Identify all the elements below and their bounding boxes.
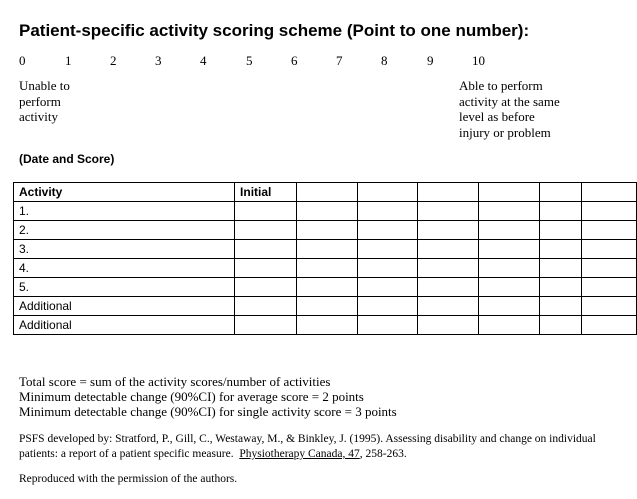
score-cell[interactable]	[296, 278, 357, 297]
score-cell[interactable]	[357, 297, 418, 316]
table-row	[14, 316, 637, 335]
score-cell[interactable]	[539, 259, 581, 278]
score-cell[interactable]	[418, 316, 479, 335]
score-cell[interactable]	[418, 297, 479, 316]
date-score-header-cell[interactable]	[357, 183, 418, 202]
score-cell[interactable]	[582, 278, 637, 297]
score-cell[interactable]	[582, 202, 637, 221]
permission-note: Reproduced with the permission of the authors.	[19, 473, 238, 485]
score-cell[interactable]	[418, 259, 479, 278]
score-cell[interactable]	[235, 278, 297, 297]
initial-header: Initial	[235, 183, 297, 202]
score-cell[interactable]	[582, 240, 637, 259]
date-score-label: (Date and Score)	[19, 152, 115, 166]
score-cell[interactable]	[357, 202, 418, 221]
score-cell[interactable]	[582, 221, 637, 240]
table-row	[14, 240, 637, 259]
score-cell[interactable]	[418, 221, 479, 240]
citation-line: PSFS developed by: Stratford, P., Gill, C., Westaway, M., & Binkley, J. (1995). Assessing disability and change on individual	[19, 433, 596, 445]
activity-cell[interactable]: Additional	[14, 297, 235, 316]
scale-number-4[interactable]: 4	[200, 53, 207, 68]
score-cell[interactable]	[478, 240, 539, 259]
scale-right-anchor	[459, 78, 589, 140]
anchor-line: activity at the same	[459, 93, 560, 109]
activity-header: Activity	[14, 183, 235, 202]
date-score-header-cell[interactable]	[539, 183, 581, 202]
anchor-line: Unable to	[19, 78, 70, 93]
activity-score-table	[13, 182, 637, 335]
score-cell[interactable]	[357, 278, 418, 297]
score-cell[interactable]	[478, 278, 539, 297]
score-cell[interactable]	[235, 202, 297, 221]
activity-cell[interactable]: 3.	[14, 240, 235, 259]
scale-number-2[interactable]: 2	[110, 53, 117, 68]
scale-number-0[interactable]: 0	[19, 53, 26, 68]
scale-number-3[interactable]: 3	[155, 53, 162, 68]
activity-cell[interactable]: 5.	[14, 278, 235, 297]
score-cell[interactable]	[235, 221, 297, 240]
score-cell[interactable]	[418, 240, 479, 259]
anchor-line: Able to perform	[459, 78, 543, 93]
date-score-header-cell[interactable]	[418, 183, 479, 202]
score-cell[interactable]	[296, 259, 357, 278]
page-title: Patient-specific activity scoring scheme (Point to one number):	[19, 21, 530, 40]
score-cell[interactable]	[296, 297, 357, 316]
table-row	[14, 278, 637, 297]
date-score-header-cell[interactable]	[296, 183, 357, 202]
citation-pages: , 258-263.	[359, 448, 407, 460]
score-cell[interactable]	[296, 240, 357, 259]
activity-cell[interactable]: 4.	[14, 259, 235, 278]
score-cell[interactable]	[357, 240, 418, 259]
citation	[19, 432, 631, 462]
score-cell[interactable]	[539, 297, 581, 316]
scale-number-8[interactable]: 8	[381, 53, 388, 68]
scale-number-1[interactable]: 1	[65, 53, 72, 68]
score-cell[interactable]	[357, 259, 418, 278]
score-cell[interactable]	[296, 316, 357, 335]
summary-line: Total score = sum of the activity scores/number of activities	[19, 374, 331, 389]
table-header-row	[14, 183, 637, 202]
table-row	[14, 297, 637, 316]
score-cell[interactable]	[478, 316, 539, 335]
score-cell[interactable]	[235, 259, 297, 278]
scale-number-10[interactable]: 10	[472, 53, 485, 68]
score-cell[interactable]	[235, 240, 297, 259]
activity-cell[interactable]: 1.	[14, 202, 235, 221]
table-row	[14, 259, 637, 278]
scoring-summary	[19, 374, 397, 419]
scale-number-6[interactable]: 6	[291, 53, 298, 68]
anchor-line: injury or problem	[459, 124, 551, 140]
score-cell[interactable]	[418, 202, 479, 221]
table-row	[14, 221, 637, 240]
date-score-header-cell[interactable]	[582, 183, 637, 202]
score-cell[interactable]	[539, 278, 581, 297]
score-cell[interactable]	[478, 221, 539, 240]
score-cell[interactable]	[357, 316, 418, 335]
score-cell[interactable]	[235, 316, 297, 335]
scale-number-7[interactable]: 7	[336, 53, 343, 68]
citation-line	[19, 447, 631, 462]
score-cell[interactable]	[357, 221, 418, 240]
score-cell[interactable]	[296, 221, 357, 240]
activity-cell[interactable]: Additional	[14, 316, 235, 335]
score-cell[interactable]	[478, 297, 539, 316]
scale-left-anchor	[19, 78, 109, 125]
scale-number-5[interactable]: 5	[246, 53, 253, 68]
date-score-header-cell[interactable]	[478, 183, 539, 202]
anchor-line: activity	[19, 109, 58, 124]
anchor-line: level as before	[459, 109, 535, 124]
score-cell[interactable]	[539, 316, 581, 335]
score-cell[interactable]	[478, 259, 539, 278]
citation-text: patients: a report of a patient specific measure.	[19, 448, 240, 460]
score-cell[interactable]	[296, 202, 357, 221]
journal-name: Physiotherapy Canada, 47	[239, 448, 360, 460]
activity-cell[interactable]: 2.	[14, 221, 235, 240]
score-cell[interactable]	[582, 259, 637, 278]
score-cell[interactable]	[582, 297, 637, 316]
anchor-line: perform	[19, 93, 61, 109]
table-row	[14, 202, 637, 221]
score-cell[interactable]	[582, 316, 637, 335]
score-cell[interactable]	[539, 240, 581, 259]
score-cell[interactable]	[418, 278, 479, 297]
summary-line: Minimum detectable change (90%CI) for single activity score = 3 points	[19, 404, 397, 419]
score-cell[interactable]	[539, 221, 581, 240]
summary-line: Minimum detectable change (90%CI) for average score = 2 points	[19, 389, 364, 404]
score-cell[interactable]	[478, 202, 539, 221]
score-cell[interactable]	[539, 202, 581, 221]
score-cell[interactable]	[235, 297, 297, 316]
scale-number-9[interactable]: 9	[427, 53, 434, 68]
